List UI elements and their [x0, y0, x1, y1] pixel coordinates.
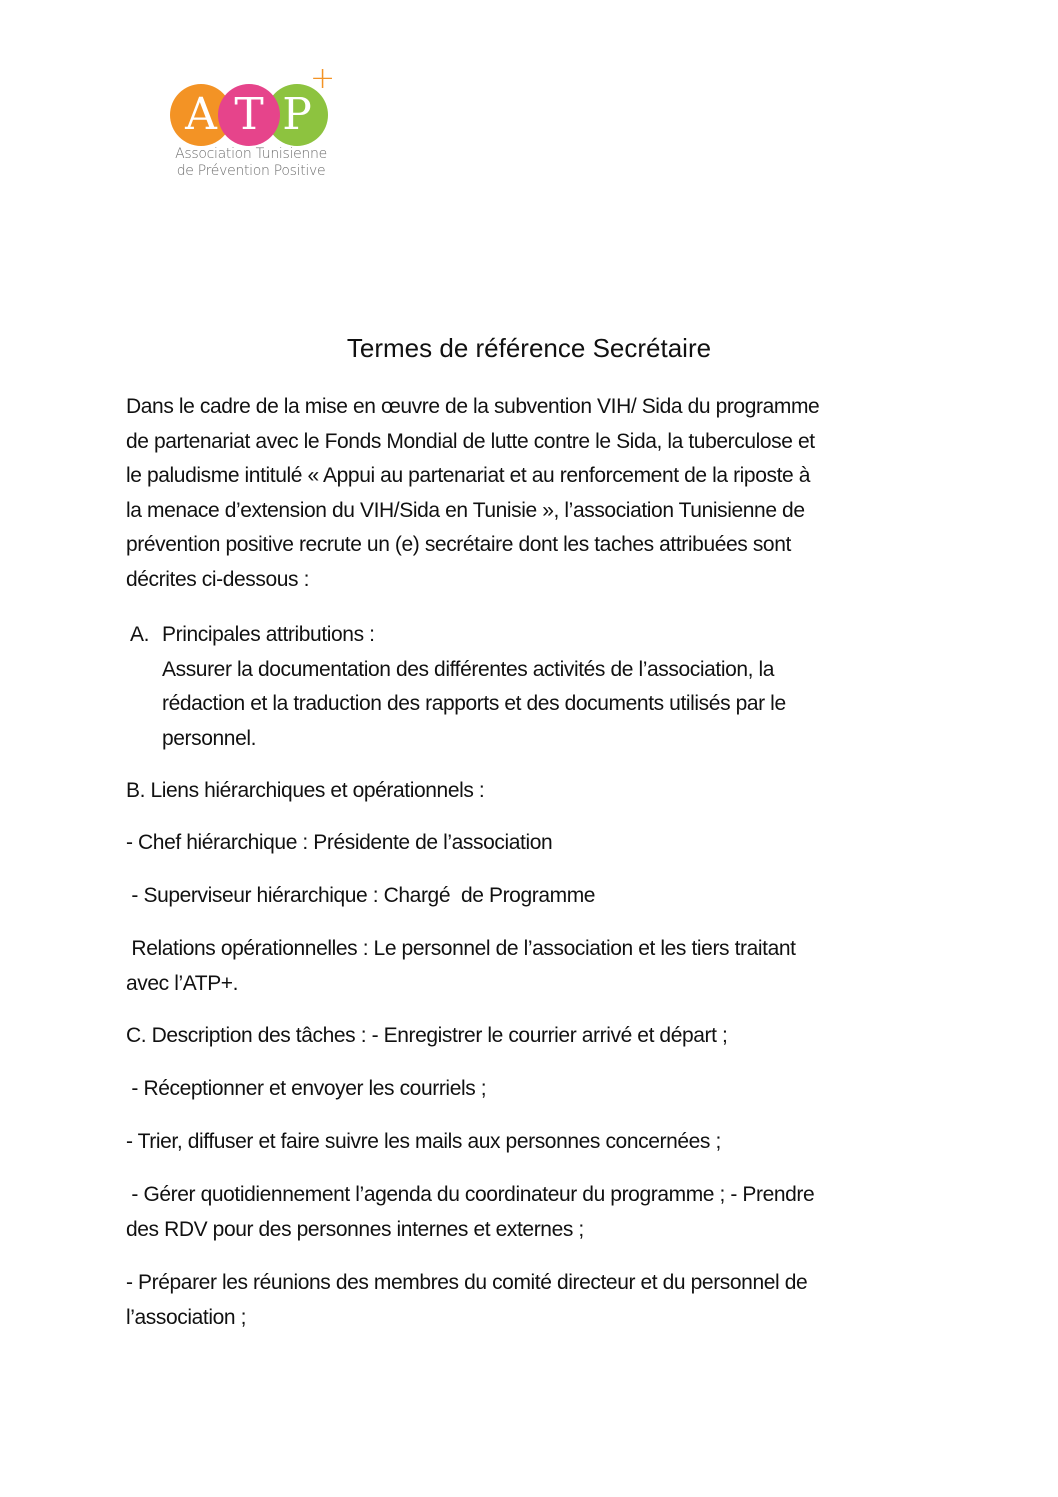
task-item [126, 1178, 926, 1247]
chef-hierarchique: - Chef hiérarchique : Présidente de l’association [126, 831, 553, 854]
relations-line: Relations opérationnelles : Le personnel de l’association et les tiers traitant [126, 937, 796, 960]
section-a [126, 618, 926, 756]
intro-line: prévention positive recrute un (e) secrétaire dont les taches attribuées sont [126, 533, 791, 556]
section-a-body [126, 653, 926, 757]
logo-subtitle-line1: Association Tunisienne [175, 146, 327, 162]
section-a-line: personnel. [162, 726, 257, 750]
task-line: - Préparer les réunions des membres du comité directeur et du personnel de [126, 1271, 808, 1294]
section-a-line: Assurer la documentation des différentes activités de l’association, la [162, 657, 775, 681]
intro-line: le paludisme intitulé « Appui au partenariat et au renforcement de la riposte à [126, 464, 811, 487]
logo-circle-pink [218, 84, 280, 146]
task-item [126, 1125, 926, 1160]
logo-plus-icon: + [310, 61, 336, 96]
section-a-marker: A. [130, 623, 150, 646]
section-c-heading: C. Description des tâches : - Enregistrer le courrier arrivé et départ ; [126, 1024, 728, 1047]
intro-paragraph [126, 390, 926, 597]
section-a-heading: Principales attributions : [162, 623, 375, 646]
task-item [126, 1266, 926, 1335]
atp-logo [166, 61, 336, 185]
intro-line: de partenariat avec le Fonds Mondial de lutte contre le Sida, la tuberculose et [126, 429, 815, 453]
logo-subtitle-line2: de Prévention Positive [176, 163, 326, 179]
logo-letter-a: A [185, 89, 217, 140]
logo-letter-t: T [234, 89, 264, 140]
task-line: - Trier, diffuser et faire suivre les mails aux personnes concernées ; [126, 1130, 721, 1153]
logo-letter-p: P [282, 89, 312, 140]
task-line: - Gérer quotidiennement l’agenda du coordinateur du programme ; - Prendre [126, 1183, 815, 1206]
relations-line: avec l’ATP+. [126, 971, 239, 995]
intro-line: la menace d’extension du VIH/Sida en Tunisie », l’association Tunisienne de [126, 498, 805, 522]
section-a-heading-row [126, 618, 926, 653]
section-b-heading: B. Liens hiérarchiques et opérationnels : [126, 779, 485, 802]
task-line: - Réceptionner et envoyer les courriels ; [126, 1077, 487, 1100]
intro-line: Dans le cadre de la mise en œuvre de la subvention VIH/ Sida du programme [126, 395, 820, 418]
superviseur-hierarchique: - Superviseur hiérarchique : Chargé de Programme [126, 884, 596, 907]
intro-line: décrites ci-dessous : [126, 567, 310, 591]
task-line: l’association ; [126, 1305, 247, 1329]
task-line: des RDV pour des personnes internes et externes ; [126, 1217, 584, 1241]
document-title: Termes de référence Secrétaire [346, 333, 712, 363]
task-item [126, 1072, 926, 1107]
relations-operationnelles [126, 932, 926, 1001]
section-a-line: rédaction et la traduction des rapports et des documents utilisés par le [162, 692, 786, 715]
